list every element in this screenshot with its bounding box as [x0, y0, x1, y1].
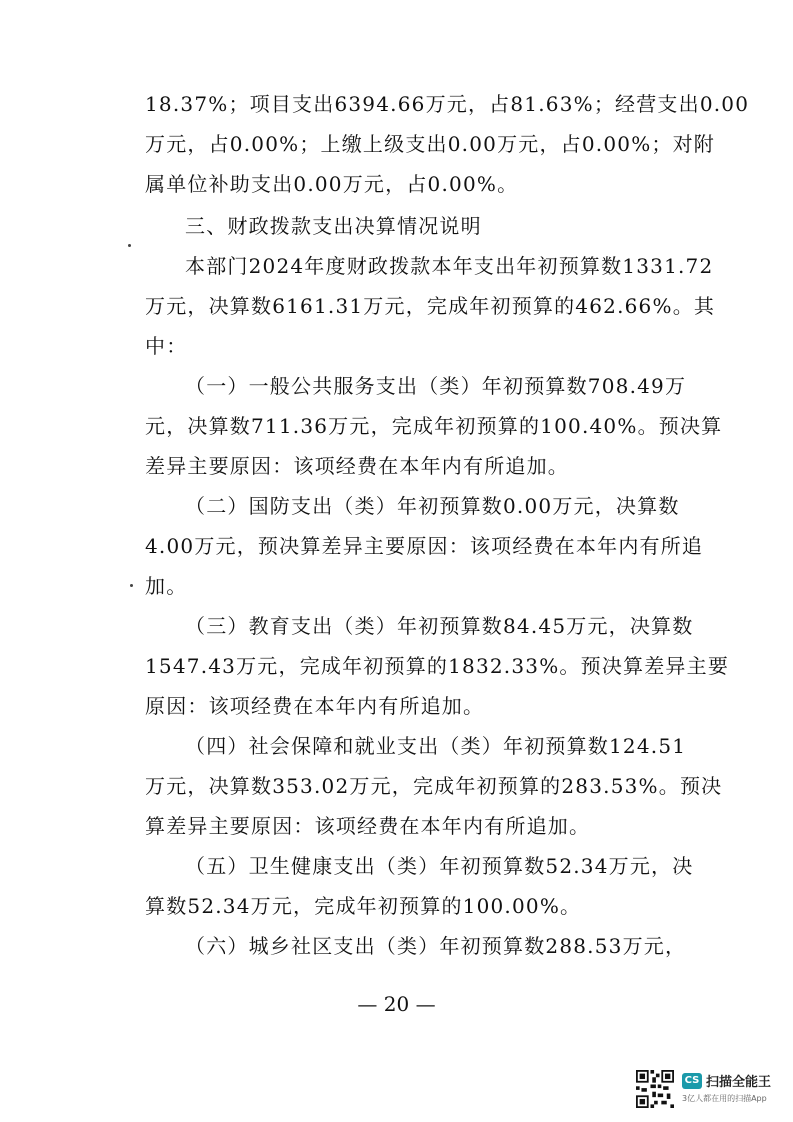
paragraph-line: （二）国防支出（类）年初预算数0.00万元，决算数	[185, 494, 680, 518]
paragraph-line: 万元，占0.00%；上缴上级支出0.00万元，占0.00%；对附	[145, 132, 716, 156]
qr-code-icon	[636, 1070, 674, 1108]
paragraph-line: （五）卫生健康支出（类）年初预算数52.34万元，决	[185, 854, 694, 878]
paragraph-line: （六）城乡社区支出（类）年初预算数288.53万元，	[185, 934, 687, 958]
page-number: — 20 —	[357, 992, 436, 1016]
paragraph-line: 中：	[145, 334, 188, 358]
paragraph-line: 本部门2024年度财政拨款本年支出年初预算数1331.72	[185, 254, 714, 278]
scanner-logo-badge: CS	[682, 1073, 702, 1089]
scan-speck	[128, 244, 131, 247]
paragraph-line: 万元，决算数353.02万元，完成年初预算的283.53%。预决	[145, 774, 723, 798]
paragraph-line: 万元，决算数6161.31万元，完成年初预算的462.66%。其	[145, 294, 716, 318]
scanner-watermark	[636, 1070, 786, 1110]
paragraph-line: 差异主要原因：该项经费在本年内有所追加。	[145, 454, 569, 478]
paragraph-line: （三）教育支出（类）年初预算数84.45万元，决算数	[185, 614, 694, 638]
section-heading: 三、财政拨款支出决算情况说明	[185, 214, 482, 238]
paragraph-line: （四）社会保障和就业支出（类）年初预算数124.51	[185, 734, 687, 758]
paragraph-line: 算差异主要原因：该项经费在本年内有所追加。	[145, 814, 591, 838]
paragraph-line: 1547.43万元，完成年初预算的1832.33%。预决算差异主要	[145, 654, 730, 678]
scanner-brand-name: 扫描全能王	[706, 1075, 772, 1090]
scan-speck	[130, 584, 133, 587]
paragraph-line: 18.37%；项目支出6394.66万元，占81.63%；经营支出0.00	[145, 92, 750, 116]
paragraph-line: 算数52.34万元，完成年初预算的100.00%。	[145, 894, 582, 918]
paragraph-line: 属单位补助支出0.00万元，占0.00%。	[145, 172, 519, 196]
paragraph-line: 原因：该项经费在本年内有所追加。	[145, 694, 485, 718]
paragraph-line: （一）一般公共服务支出（类）年初预算数708.49万	[185, 374, 687, 398]
paragraph-line: 加。	[145, 574, 188, 598]
paragraph-line: 元，决算数711.36万元，完成年初预算的100.40%。预决算	[145, 414, 723, 438]
scanner-tagline: 3亿人都在用的扫描App	[682, 1094, 767, 1103]
paragraph-line: 4.00万元，预决算差异主要原因：该项经费在本年内有所追	[145, 534, 704, 558]
